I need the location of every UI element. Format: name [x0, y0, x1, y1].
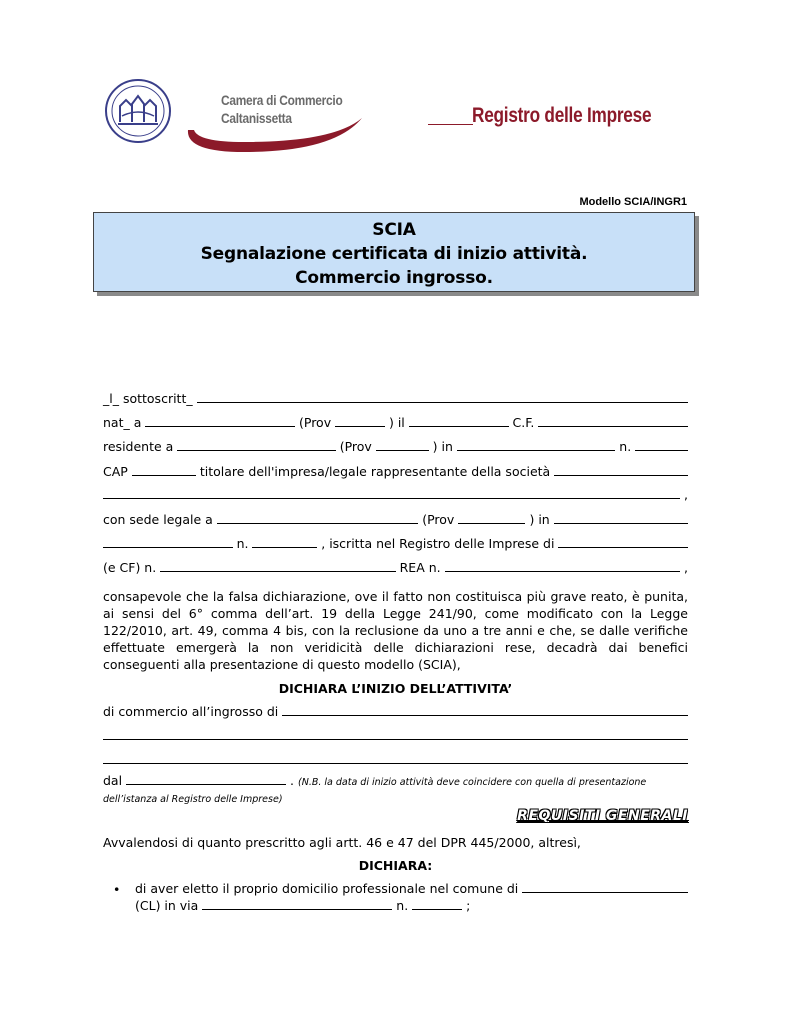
avvalendosi-text: Avvalendosi di quanto prescritto agli artt. 46 e 47 del DPR 445/2000, altresì, — [103, 835, 581, 850]
dal-date-field[interactable] — [126, 772, 286, 785]
rea-comma-label: , — [684, 560, 688, 575]
chamber-seal-logo — [104, 78, 172, 144]
rea-field[interactable] — [445, 560, 680, 572]
cf-label: C.F. — [512, 415, 535, 430]
sottoscritto-label: _l_ sottoscritt_ — [103, 391, 193, 406]
bullet-domicilio — [135, 880, 688, 914]
chamber-name-line2: Caltanissetta — [221, 110, 292, 126]
residente-in-label: ) in — [432, 439, 453, 454]
dal-note: (N.B. la data di inizio attività deve coincidere con quella di presentazione dell’istanza al Registro delle Imprese) — [103, 777, 647, 805]
prov-label: (Prov — [299, 415, 332, 430]
bullet-symbol: • — [113, 882, 121, 897]
residente-number-field[interactable] — [635, 439, 688, 451]
model-code: Modello SCIA/INGR1 — [579, 196, 687, 208]
residente-prov-label: (Prov — [339, 439, 372, 454]
comune-field[interactable] — [522, 881, 688, 893]
sede-street-field-2[interactable] — [103, 536, 233, 548]
declaration-paragraph: consapevole che la falsa dichiarazione, ove il fatto non costituisca più grave reato, è punita, ai sensi del 6° comma dell’art. 19 della Legge 241/90, come modificato con la Legge 122/2010, art. 49, comma 4 bis, con la reclusione da uno a tre anni e che, se dalle verifiche effettuate emergerà la non veridicità delle dichiarazioni rese, decadrà dai benefici conseguenti alla presentazione di questo modello (SCIA), — [103, 589, 688, 672]
via-number-field[interactable] — [412, 897, 462, 910]
chamber-name-line1: Camera di Commercio — [221, 92, 343, 108]
form-line-sottoscritto — [103, 391, 688, 407]
sede-in-label: ) in — [529, 512, 550, 527]
title-line-3: Commercio ingrosso. — [295, 268, 493, 288]
requisiti-generali-heading: REQUISITI GENERALI — [517, 808, 688, 824]
sede-street-field[interactable] — [554, 512, 688, 524]
comma-label: , — [684, 487, 688, 502]
societa-field-2[interactable] — [103, 487, 680, 499]
ecf-label: (e CF) n. — [103, 560, 157, 575]
residente-prov-field[interactable] — [376, 439, 429, 451]
cap-label: CAP — [103, 464, 128, 479]
form-line-iscritta — [103, 536, 688, 552]
form-line-cf-rea — [103, 560, 688, 576]
title-line-2: Segnalazione certificata di inizio attività. — [200, 244, 588, 264]
sede-prov-field[interactable] — [458, 512, 525, 524]
form-line-societa-cont — [103, 487, 688, 503]
sede-field[interactable] — [217, 512, 418, 524]
bullet-n-label: n. — [396, 898, 409, 913]
sottoscritto-field[interactable] — [197, 391, 688, 403]
title-line-1: SCIA — [372, 220, 416, 240]
residente-n-label: n. — [619, 439, 632, 454]
registro-field[interactable] — [558, 536, 688, 548]
societa-field[interactable] — [554, 464, 688, 476]
dichiara-heading: DICHIARA: — [358, 858, 433, 873]
bullet-line-2 — [135, 897, 688, 914]
sede-number-field[interactable] — [252, 536, 317, 548]
dichiara-inizio-heading: DICHIARA L’INIZIO DELL’ATTIVITA’ — [278, 681, 513, 696]
nato-label: nat_ a — [103, 415, 142, 430]
residente-street-field[interactable] — [457, 439, 615, 451]
rea-label: REA n. — [399, 560, 441, 575]
ecf-field[interactable] — [160, 560, 395, 572]
bullet-line2-label: (CL) in via — [135, 898, 199, 913]
form-line-commercio-3 — [103, 752, 688, 768]
form-line-commercio-2 — [103, 728, 688, 744]
nato-field[interactable] — [145, 415, 295, 427]
residente-label: residente a — [103, 439, 174, 454]
cf-field[interactable] — [538, 415, 688, 427]
nato-date-field[interactable] — [409, 415, 509, 427]
il-label: ) il — [388, 415, 405, 430]
chamber-swoosh-logo — [184, 116, 366, 154]
titolare-label: titolare dell'impresa/legale rappresentante della società — [199, 464, 551, 479]
form-line-nato — [103, 415, 688, 431]
iscritta-n-label: n. — [236, 536, 249, 551]
residente-field[interactable] — [177, 439, 335, 451]
form-line-residente — [103, 439, 688, 455]
bullet-line1-label: di aver eletto il proprio domicilio professionale nel comune di — [135, 881, 519, 896]
cap-field[interactable] — [132, 463, 196, 476]
nato-prov-field[interactable] — [335, 415, 385, 427]
registry-rule — [428, 124, 473, 125]
commercio-label: di commercio all’ingrosso di — [103, 704, 279, 719]
iscritta-label: , iscritta nel Registro delle Imprese di — [321, 536, 555, 551]
sede-label: con sede legale a — [103, 512, 213, 527]
commercio-field[interactable] — [282, 704, 688, 716]
form-line-sede — [103, 512, 688, 528]
dal-label: dal — [103, 773, 123, 788]
title-box — [93, 212, 695, 292]
bullet-line-1 — [135, 880, 688, 897]
bullet-semicolon: ; — [466, 898, 471, 913]
via-field[interactable] — [202, 897, 392, 910]
commercio-field-2[interactable] — [103, 728, 688, 740]
commercio-field-3[interactable] — [103, 752, 688, 764]
form-line-cap — [103, 463, 688, 479]
registry-title: Registro delle Imprese — [472, 104, 652, 127]
sede-prov-label: (Prov — [422, 512, 455, 527]
dal-block: dal . (N.B. la data di inizio attività deve coincidere con quella di presentazione dell’istanza al Registro delle Imprese) — [103, 773, 647, 805]
form-line-commercio — [103, 704, 688, 720]
